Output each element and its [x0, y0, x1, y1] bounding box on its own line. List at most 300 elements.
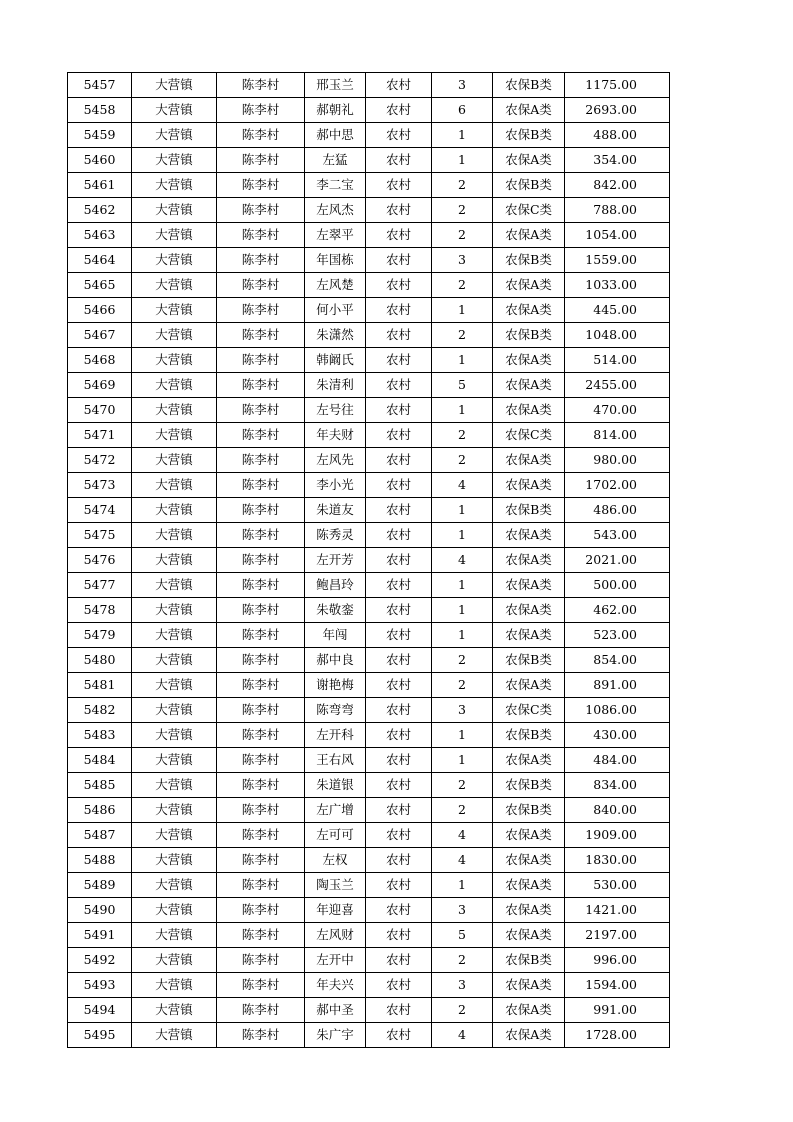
household-count-cell: 4 [432, 548, 493, 573]
amount-cell: 2455.00 [565, 373, 670, 398]
record-id-cell: 5458 [68, 98, 132, 123]
area-type-cell: 农村 [366, 148, 432, 173]
amount-cell: 1909.00 [565, 823, 670, 848]
amount-cell: 530.00 [565, 873, 670, 898]
town-cell: 大营镇 [132, 873, 217, 898]
name-cell: 左号往 [305, 398, 366, 423]
village-cell: 陈李村 [217, 723, 305, 748]
name-cell: 李小光 [305, 473, 366, 498]
name-cell: 朱清利 [305, 373, 366, 398]
area-type-cell: 农村 [366, 748, 432, 773]
table-row [68, 73, 670, 98]
village-cell: 陈李村 [217, 298, 305, 323]
record-id-cell: 5495 [68, 1023, 132, 1048]
table-row [68, 223, 670, 248]
village-cell: 陈李村 [217, 398, 305, 423]
name-cell: 左权 [305, 848, 366, 873]
town-cell: 大营镇 [132, 573, 217, 598]
town-cell: 大营镇 [132, 848, 217, 873]
insurance-category-cell: 农保A类 [493, 398, 565, 423]
name-cell: 何小平 [305, 298, 366, 323]
household-count-cell: 4 [432, 848, 493, 873]
table-row [68, 623, 670, 648]
household-count-cell: 2 [432, 173, 493, 198]
amount-cell: 854.00 [565, 648, 670, 673]
record-id-cell: 5471 [68, 423, 132, 448]
name-cell: 李二宝 [305, 173, 366, 198]
town-cell: 大营镇 [132, 473, 217, 498]
household-count-cell: 3 [432, 698, 493, 723]
record-id-cell: 5467 [68, 323, 132, 348]
household-count-cell: 1 [432, 873, 493, 898]
amount-cell: 788.00 [565, 198, 670, 223]
amount-cell: 2021.00 [565, 548, 670, 573]
insurance-category-cell: 农保A类 [493, 623, 565, 648]
town-cell: 大营镇 [132, 123, 217, 148]
record-id-cell: 5483 [68, 723, 132, 748]
area-type-cell: 农村 [366, 898, 432, 923]
table-row [68, 448, 670, 473]
amount-cell: 996.00 [565, 948, 670, 973]
record-id-cell: 5469 [68, 373, 132, 398]
amount-cell: 486.00 [565, 498, 670, 523]
area-type-cell: 农村 [366, 248, 432, 273]
name-cell: 陈弯弯 [305, 698, 366, 723]
amount-cell: 814.00 [565, 423, 670, 448]
household-count-cell: 3 [432, 898, 493, 923]
village-cell: 陈李村 [217, 948, 305, 973]
town-cell: 大营镇 [132, 423, 217, 448]
amount-cell: 1594.00 [565, 973, 670, 998]
record-id-cell: 5485 [68, 773, 132, 798]
area-type-cell: 农村 [366, 773, 432, 798]
record-id-cell: 5492 [68, 948, 132, 973]
insurance-category-cell: 农保B类 [493, 798, 565, 823]
table-row [68, 973, 670, 998]
record-id-cell: 5468 [68, 348, 132, 373]
record-id-cell: 5484 [68, 748, 132, 773]
name-cell: 王右风 [305, 748, 366, 773]
village-cell: 陈李村 [217, 448, 305, 473]
amount-cell: 1559.00 [565, 248, 670, 273]
record-id-cell: 5461 [68, 173, 132, 198]
record-id-cell: 5478 [68, 598, 132, 623]
area-type-cell: 农村 [366, 348, 432, 373]
table-row [68, 798, 670, 823]
village-cell: 陈李村 [217, 148, 305, 173]
amount-cell: 1054.00 [565, 223, 670, 248]
household-count-cell: 1 [432, 723, 493, 748]
table-row [68, 898, 670, 923]
insurance-category-cell: 农保A类 [493, 98, 565, 123]
village-cell: 陈李村 [217, 573, 305, 598]
area-type-cell: 农村 [366, 123, 432, 148]
record-id-cell: 5481 [68, 673, 132, 698]
insurance-category-cell: 农保A类 [493, 373, 565, 398]
table-row [68, 473, 670, 498]
town-cell: 大营镇 [132, 198, 217, 223]
name-cell: 左风楚 [305, 273, 366, 298]
record-id-cell: 5493 [68, 973, 132, 998]
name-cell: 年迎喜 [305, 898, 366, 923]
table-row [68, 548, 670, 573]
insurance-category-cell: 农保A类 [493, 923, 565, 948]
insurance-category-cell: 农保A类 [493, 473, 565, 498]
table-row [68, 398, 670, 423]
village-cell: 陈李村 [217, 373, 305, 398]
town-cell: 大营镇 [132, 148, 217, 173]
household-count-cell: 1 [432, 598, 493, 623]
area-type-cell: 农村 [366, 398, 432, 423]
household-count-cell: 3 [432, 248, 493, 273]
village-cell: 陈李村 [217, 848, 305, 873]
town-cell: 大营镇 [132, 798, 217, 823]
village-cell: 陈李村 [217, 673, 305, 698]
area-type-cell: 农村 [366, 173, 432, 198]
name-cell: 朱道友 [305, 498, 366, 523]
area-type-cell: 农村 [366, 523, 432, 548]
household-count-cell: 2 [432, 798, 493, 823]
name-cell: 左开中 [305, 948, 366, 973]
village-cell: 陈李村 [217, 123, 305, 148]
amount-cell: 1175.00 [565, 73, 670, 98]
insurance-category-cell: 农保A类 [493, 973, 565, 998]
amount-cell: 842.00 [565, 173, 670, 198]
area-type-cell: 农村 [366, 298, 432, 323]
household-count-cell: 2 [432, 448, 493, 473]
record-id-cell: 5466 [68, 298, 132, 323]
table-row [68, 348, 670, 373]
insurance-category-cell: 农保B类 [493, 498, 565, 523]
area-type-cell: 农村 [366, 98, 432, 123]
insurance-category-cell: 农保B类 [493, 248, 565, 273]
amount-cell: 514.00 [565, 348, 670, 373]
town-cell: 大营镇 [132, 698, 217, 723]
town-cell: 大营镇 [132, 98, 217, 123]
name-cell: 年夫财 [305, 423, 366, 448]
amount-cell: 980.00 [565, 448, 670, 473]
household-count-cell: 2 [432, 673, 493, 698]
table-row [68, 598, 670, 623]
name-cell: 左猛 [305, 148, 366, 173]
village-cell: 陈李村 [217, 748, 305, 773]
table-row [68, 773, 670, 798]
town-cell: 大营镇 [132, 773, 217, 798]
area-type-cell: 农村 [366, 648, 432, 673]
insurance-category-cell: 农保A类 [493, 673, 565, 698]
town-cell: 大营镇 [132, 248, 217, 273]
household-count-cell: 5 [432, 373, 493, 398]
amount-cell: 430.00 [565, 723, 670, 748]
area-type-cell: 农村 [366, 423, 432, 448]
area-type-cell: 农村 [366, 223, 432, 248]
village-cell: 陈李村 [217, 248, 305, 273]
town-cell: 大营镇 [132, 823, 217, 848]
village-cell: 陈李村 [217, 423, 305, 448]
area-type-cell: 农村 [366, 198, 432, 223]
town-cell: 大营镇 [132, 723, 217, 748]
area-type-cell: 农村 [366, 323, 432, 348]
record-id-cell: 5460 [68, 148, 132, 173]
amount-cell: 484.00 [565, 748, 670, 773]
area-type-cell: 农村 [366, 598, 432, 623]
household-count-cell: 3 [432, 973, 493, 998]
record-id-cell: 5457 [68, 73, 132, 98]
record-id-cell: 5486 [68, 798, 132, 823]
household-count-cell: 2 [432, 948, 493, 973]
name-cell: 郝中圣 [305, 998, 366, 1023]
name-cell: 年闯 [305, 623, 366, 648]
area-type-cell: 农村 [366, 973, 432, 998]
record-id-cell: 5476 [68, 548, 132, 573]
area-type-cell: 农村 [366, 998, 432, 1023]
household-count-cell: 2 [432, 223, 493, 248]
town-cell: 大营镇 [132, 523, 217, 548]
area-type-cell: 农村 [366, 798, 432, 823]
insurance-category-cell: 农保B类 [493, 323, 565, 348]
name-cell: 年夫兴 [305, 973, 366, 998]
name-cell: 邢玉兰 [305, 73, 366, 98]
record-id-cell: 5482 [68, 698, 132, 723]
household-count-cell: 4 [432, 473, 493, 498]
record-id-cell: 5494 [68, 998, 132, 1023]
record-id-cell: 5459 [68, 123, 132, 148]
table-row [68, 698, 670, 723]
household-count-cell: 2 [432, 773, 493, 798]
table-row [68, 373, 670, 398]
area-type-cell: 农村 [366, 623, 432, 648]
name-cell: 朱敬銮 [305, 598, 366, 623]
name-cell: 朱潇然 [305, 323, 366, 348]
table-row [68, 823, 670, 848]
insurance-category-cell: 农保B类 [493, 948, 565, 973]
town-cell: 大营镇 [132, 548, 217, 573]
village-cell: 陈李村 [217, 323, 305, 348]
name-cell: 朱广宇 [305, 1023, 366, 1048]
household-count-cell: 2 [432, 198, 493, 223]
record-id-cell: 5473 [68, 473, 132, 498]
name-cell: 左开芳 [305, 548, 366, 573]
household-count-cell: 1 [432, 523, 493, 548]
household-count-cell: 6 [432, 98, 493, 123]
village-cell: 陈李村 [217, 1023, 305, 1048]
name-cell: 左广增 [305, 798, 366, 823]
town-cell: 大营镇 [132, 373, 217, 398]
town-cell: 大营镇 [132, 223, 217, 248]
area-type-cell: 农村 [366, 673, 432, 698]
record-id-cell: 5462 [68, 198, 132, 223]
household-count-cell: 1 [432, 148, 493, 173]
amount-cell: 488.00 [565, 123, 670, 148]
village-cell: 陈李村 [217, 623, 305, 648]
village-cell: 陈李村 [217, 698, 305, 723]
town-cell: 大营镇 [132, 498, 217, 523]
name-cell: 陶玉兰 [305, 873, 366, 898]
table-row [68, 173, 670, 198]
village-cell: 陈李村 [217, 473, 305, 498]
insurance-category-cell: 农保A类 [493, 273, 565, 298]
name-cell: 左风杰 [305, 198, 366, 223]
area-type-cell: 农村 [366, 823, 432, 848]
town-cell: 大营镇 [132, 448, 217, 473]
record-id-cell: 5472 [68, 448, 132, 473]
town-cell: 大营镇 [132, 323, 217, 348]
table-row [68, 98, 670, 123]
table-row [68, 123, 670, 148]
area-type-cell: 农村 [366, 273, 432, 298]
village-cell: 陈李村 [217, 998, 305, 1023]
name-cell: 左开科 [305, 723, 366, 748]
area-type-cell: 农村 [366, 848, 432, 873]
amount-cell: 891.00 [565, 673, 670, 698]
town-cell: 大营镇 [132, 173, 217, 198]
area-type-cell: 农村 [366, 548, 432, 573]
insurance-category-cell: 农保A类 [493, 298, 565, 323]
table-row [68, 923, 670, 948]
village-cell: 陈李村 [217, 198, 305, 223]
table-row [68, 248, 670, 273]
village-cell: 陈李村 [217, 898, 305, 923]
village-cell: 陈李村 [217, 823, 305, 848]
table-row [68, 298, 670, 323]
table-row [68, 723, 670, 748]
amount-cell: 354.00 [565, 148, 670, 173]
household-count-cell: 2 [432, 273, 493, 298]
amount-cell: 470.00 [565, 398, 670, 423]
insurance-category-cell: 农保A类 [493, 823, 565, 848]
household-count-cell: 1 [432, 623, 493, 648]
household-count-cell: 2 [432, 423, 493, 448]
amount-cell: 1033.00 [565, 273, 670, 298]
insurance-category-cell: 农保A类 [493, 848, 565, 873]
record-id-cell: 5488 [68, 848, 132, 873]
insurance-category-cell: 农保C类 [493, 423, 565, 448]
town-cell: 大营镇 [132, 973, 217, 998]
name-cell: 郝朝礼 [305, 98, 366, 123]
town-cell: 大营镇 [132, 648, 217, 673]
table-row [68, 198, 670, 223]
insurance-category-cell: 农保B类 [493, 173, 565, 198]
insurance-category-cell: 农保B类 [493, 773, 565, 798]
insurance-category-cell: 农保A类 [493, 873, 565, 898]
town-cell: 大营镇 [132, 348, 217, 373]
town-cell: 大营镇 [132, 73, 217, 98]
amount-cell: 1728.00 [565, 1023, 670, 1048]
village-cell: 陈李村 [217, 173, 305, 198]
record-id-cell: 5477 [68, 573, 132, 598]
amount-cell: 500.00 [565, 573, 670, 598]
household-count-cell: 1 [432, 573, 493, 598]
insurance-category-cell: 农保B类 [493, 648, 565, 673]
insurance-category-cell: 农保A类 [493, 748, 565, 773]
town-cell: 大营镇 [132, 673, 217, 698]
name-cell: 郝中良 [305, 648, 366, 673]
household-count-cell: 1 [432, 123, 493, 148]
household-count-cell: 2 [432, 998, 493, 1023]
table-row [68, 673, 670, 698]
name-cell: 左风财 [305, 923, 366, 948]
name-cell: 韩阚氏 [305, 348, 366, 373]
area-type-cell: 农村 [366, 948, 432, 973]
town-cell: 大营镇 [132, 998, 217, 1023]
insurance-category-cell: 农保A类 [493, 448, 565, 473]
amount-cell: 462.00 [565, 598, 670, 623]
amount-cell: 2197.00 [565, 923, 670, 948]
town-cell: 大营镇 [132, 898, 217, 923]
name-cell: 谢艳梅 [305, 673, 366, 698]
table-row [68, 948, 670, 973]
record-id-cell: 5490 [68, 898, 132, 923]
village-cell: 陈李村 [217, 798, 305, 823]
name-cell: 朱道银 [305, 773, 366, 798]
household-count-cell: 5 [432, 923, 493, 948]
record-id-cell: 5475 [68, 523, 132, 548]
amount-cell: 1048.00 [565, 323, 670, 348]
table-row [68, 998, 670, 1023]
table-row [68, 273, 670, 298]
insurance-category-cell: 农保A类 [493, 998, 565, 1023]
area-type-cell: 农村 [366, 573, 432, 598]
insurance-category-cell: 农保C类 [493, 698, 565, 723]
insurance-category-cell: 农保A类 [493, 523, 565, 548]
household-count-cell: 1 [432, 348, 493, 373]
town-cell: 大营镇 [132, 598, 217, 623]
insurance-category-cell: 农保B类 [493, 723, 565, 748]
village-cell: 陈李村 [217, 73, 305, 98]
household-count-cell: 2 [432, 648, 493, 673]
insurance-category-cell: 农保A类 [493, 148, 565, 173]
insurance-category-cell: 农保A类 [493, 898, 565, 923]
village-cell: 陈李村 [217, 523, 305, 548]
household-count-cell: 1 [432, 398, 493, 423]
insurance-category-cell: 农保B类 [493, 73, 565, 98]
town-cell: 大营镇 [132, 623, 217, 648]
table-body [68, 73, 670, 1048]
table-row [68, 323, 670, 348]
area-type-cell: 农村 [366, 373, 432, 398]
village-cell: 陈李村 [217, 648, 305, 673]
record-id-cell: 5465 [68, 273, 132, 298]
village-cell: 陈李村 [217, 98, 305, 123]
amount-cell: 1830.00 [565, 848, 670, 873]
table-row [68, 848, 670, 873]
amount-cell: 543.00 [565, 523, 670, 548]
record-id-cell: 5479 [68, 623, 132, 648]
area-type-cell: 农村 [366, 873, 432, 898]
table-row [68, 423, 670, 448]
insurance-category-cell: 农保B类 [493, 123, 565, 148]
town-cell: 大营镇 [132, 273, 217, 298]
table-row [68, 1023, 670, 1048]
village-cell: 陈李村 [217, 973, 305, 998]
amount-cell: 1421.00 [565, 898, 670, 923]
area-type-cell: 农村 [366, 923, 432, 948]
table-row [68, 148, 670, 173]
name-cell: 左可可 [305, 823, 366, 848]
household-count-cell: 4 [432, 1023, 493, 1048]
name-cell: 左风先 [305, 448, 366, 473]
amount-cell: 1086.00 [565, 698, 670, 723]
record-id-cell: 5463 [68, 223, 132, 248]
town-cell: 大营镇 [132, 398, 217, 423]
record-id-cell: 5487 [68, 823, 132, 848]
household-count-cell: 2 [432, 323, 493, 348]
amount-cell: 1702.00 [565, 473, 670, 498]
town-cell: 大营镇 [132, 1023, 217, 1048]
table-row [68, 523, 670, 548]
household-count-cell: 1 [432, 298, 493, 323]
village-cell: 陈李村 [217, 498, 305, 523]
